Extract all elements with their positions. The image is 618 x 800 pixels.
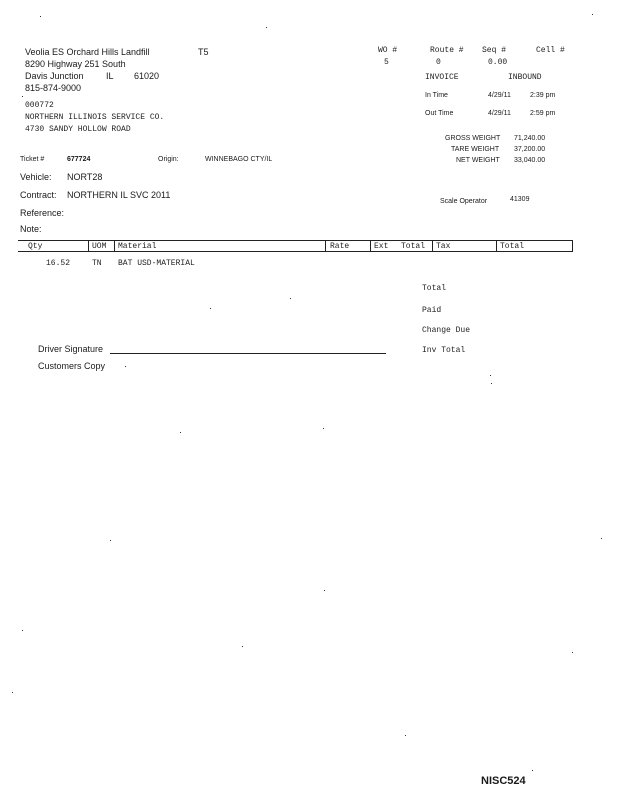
wo-label: WO #	[378, 46, 398, 55]
contract-value: NORTHERN IL SVC 2011	[67, 190, 171, 200]
col-divider	[88, 240, 89, 251]
scan-speck	[572, 652, 573, 653]
out-time-label: Out Time	[425, 110, 454, 117]
contract-label: Contract:	[20, 190, 57, 200]
net-weight-value: 33,040.00	[514, 157, 546, 164]
direction-label: INBOUND	[508, 73, 542, 82]
scan-speck	[110, 540, 111, 541]
customers-copy-label: Customers Copy	[38, 361, 106, 371]
scan-speck	[405, 735, 406, 736]
invoice-label: INVOICE	[425, 73, 459, 82]
inv-total-label: Inv Total	[422, 346, 466, 355]
net-weight-label: NET WEIGHT	[456, 157, 500, 164]
vehicle-label: Vehicle:	[20, 172, 52, 182]
tare-weight-value: 37,200.00	[514, 146, 546, 153]
scan-speck	[490, 375, 491, 376]
row-qty: 16.52	[46, 259, 71, 268]
col-divider	[370, 240, 371, 251]
scan-speck	[601, 538, 602, 539]
scan-speck	[22, 96, 23, 97]
out-time: 2:59 pm	[530, 110, 556, 117]
col-ext-total: Total	[401, 242, 426, 251]
ticket-label: Ticket #	[20, 156, 45, 163]
wo-value: 5	[384, 58, 389, 67]
scan-speck	[242, 646, 243, 647]
col-rate: Rate	[330, 242, 350, 251]
scan-speck	[12, 692, 13, 693]
facility-code: T5	[198, 47, 209, 57]
facility-phone: 815-874-9000	[25, 83, 82, 93]
in-time: 2:39 pm	[530, 92, 556, 99]
customer-address: 4730 SANDY HOLLOW ROAD	[25, 125, 131, 134]
vehicle-value: NORT28	[67, 172, 103, 182]
paid-label: Paid	[422, 306, 442, 315]
tare-weight-label: TARE WEIGHT	[451, 146, 500, 153]
col-material: Material	[118, 242, 157, 251]
col-tax: Tax	[436, 242, 451, 251]
scan-speck	[491, 383, 492, 384]
total-label: Total	[422, 284, 447, 293]
col-ext: Ext	[374, 242, 389, 251]
scan-speck	[592, 14, 593, 15]
scan-speck	[290, 298, 291, 299]
scale-operator-label: Scale Operator	[440, 198, 488, 205]
signature-line	[110, 353, 386, 354]
seq-label: Seq #	[482, 46, 507, 55]
in-date: 4/29/11	[488, 92, 511, 99]
customer-id: 000772	[25, 101, 54, 110]
route-value: 0	[436, 58, 441, 67]
facility-city: Davis Junction	[25, 71, 84, 81]
scan-speck	[22, 630, 23, 631]
driver-signature-label: Driver Signature	[38, 344, 104, 354]
note-label: Note:	[20, 224, 42, 234]
scan-speck	[180, 432, 181, 433]
origin-value: WINNEBAGO CTY/IL	[205, 156, 273, 163]
col-divider	[432, 240, 433, 251]
facility-state: IL	[106, 71, 114, 81]
reference-label: Reference:	[20, 208, 65, 218]
scale-operator-value: 41309	[510, 196, 530, 203]
table-header-rule	[18, 251, 573, 252]
col-divider	[325, 240, 326, 251]
origin-label: Origin:	[158, 156, 179, 163]
facility-zip: 61020	[134, 71, 160, 81]
customer-name: NORTHERN ILLINOIS SERVICE CO.	[25, 113, 165, 122]
scan-speck	[125, 366, 126, 367]
route-label: Route #	[430, 46, 464, 55]
facility-name: Veolia ES Orchard Hills Landfill	[25, 47, 150, 57]
scan-speck	[323, 428, 324, 429]
col-divider	[114, 240, 115, 251]
col-divider	[496, 240, 497, 251]
scan-speck	[210, 308, 211, 309]
cell-label: Cell #	[536, 46, 565, 55]
col-qty: Qty	[28, 242, 43, 251]
gross-weight-label: GROSS WEIGHT	[445, 135, 501, 142]
seq-value: 0.00	[488, 58, 508, 67]
row-material: BAT USD-MATERIAL	[118, 259, 195, 268]
scan-speck	[40, 16, 41, 17]
row-uom: TN	[92, 259, 102, 268]
col-uom: UOM	[92, 242, 107, 251]
scan-speck	[532, 770, 533, 771]
col-divider	[572, 240, 573, 251]
change-due-label: Change Due	[422, 326, 471, 335]
out-date: 4/29/11	[488, 110, 511, 117]
scan-speck	[266, 27, 267, 28]
col-total: Total	[500, 242, 525, 251]
facility-address: 8290 Highway 251 South	[25, 59, 126, 69]
scan-speck	[324, 590, 325, 591]
bates-number: NISC524	[481, 775, 526, 787]
in-time-label: In Time	[425, 92, 448, 99]
gross-weight-value: 71,240.00	[514, 135, 546, 142]
ticket-value: 677724	[67, 156, 91, 163]
